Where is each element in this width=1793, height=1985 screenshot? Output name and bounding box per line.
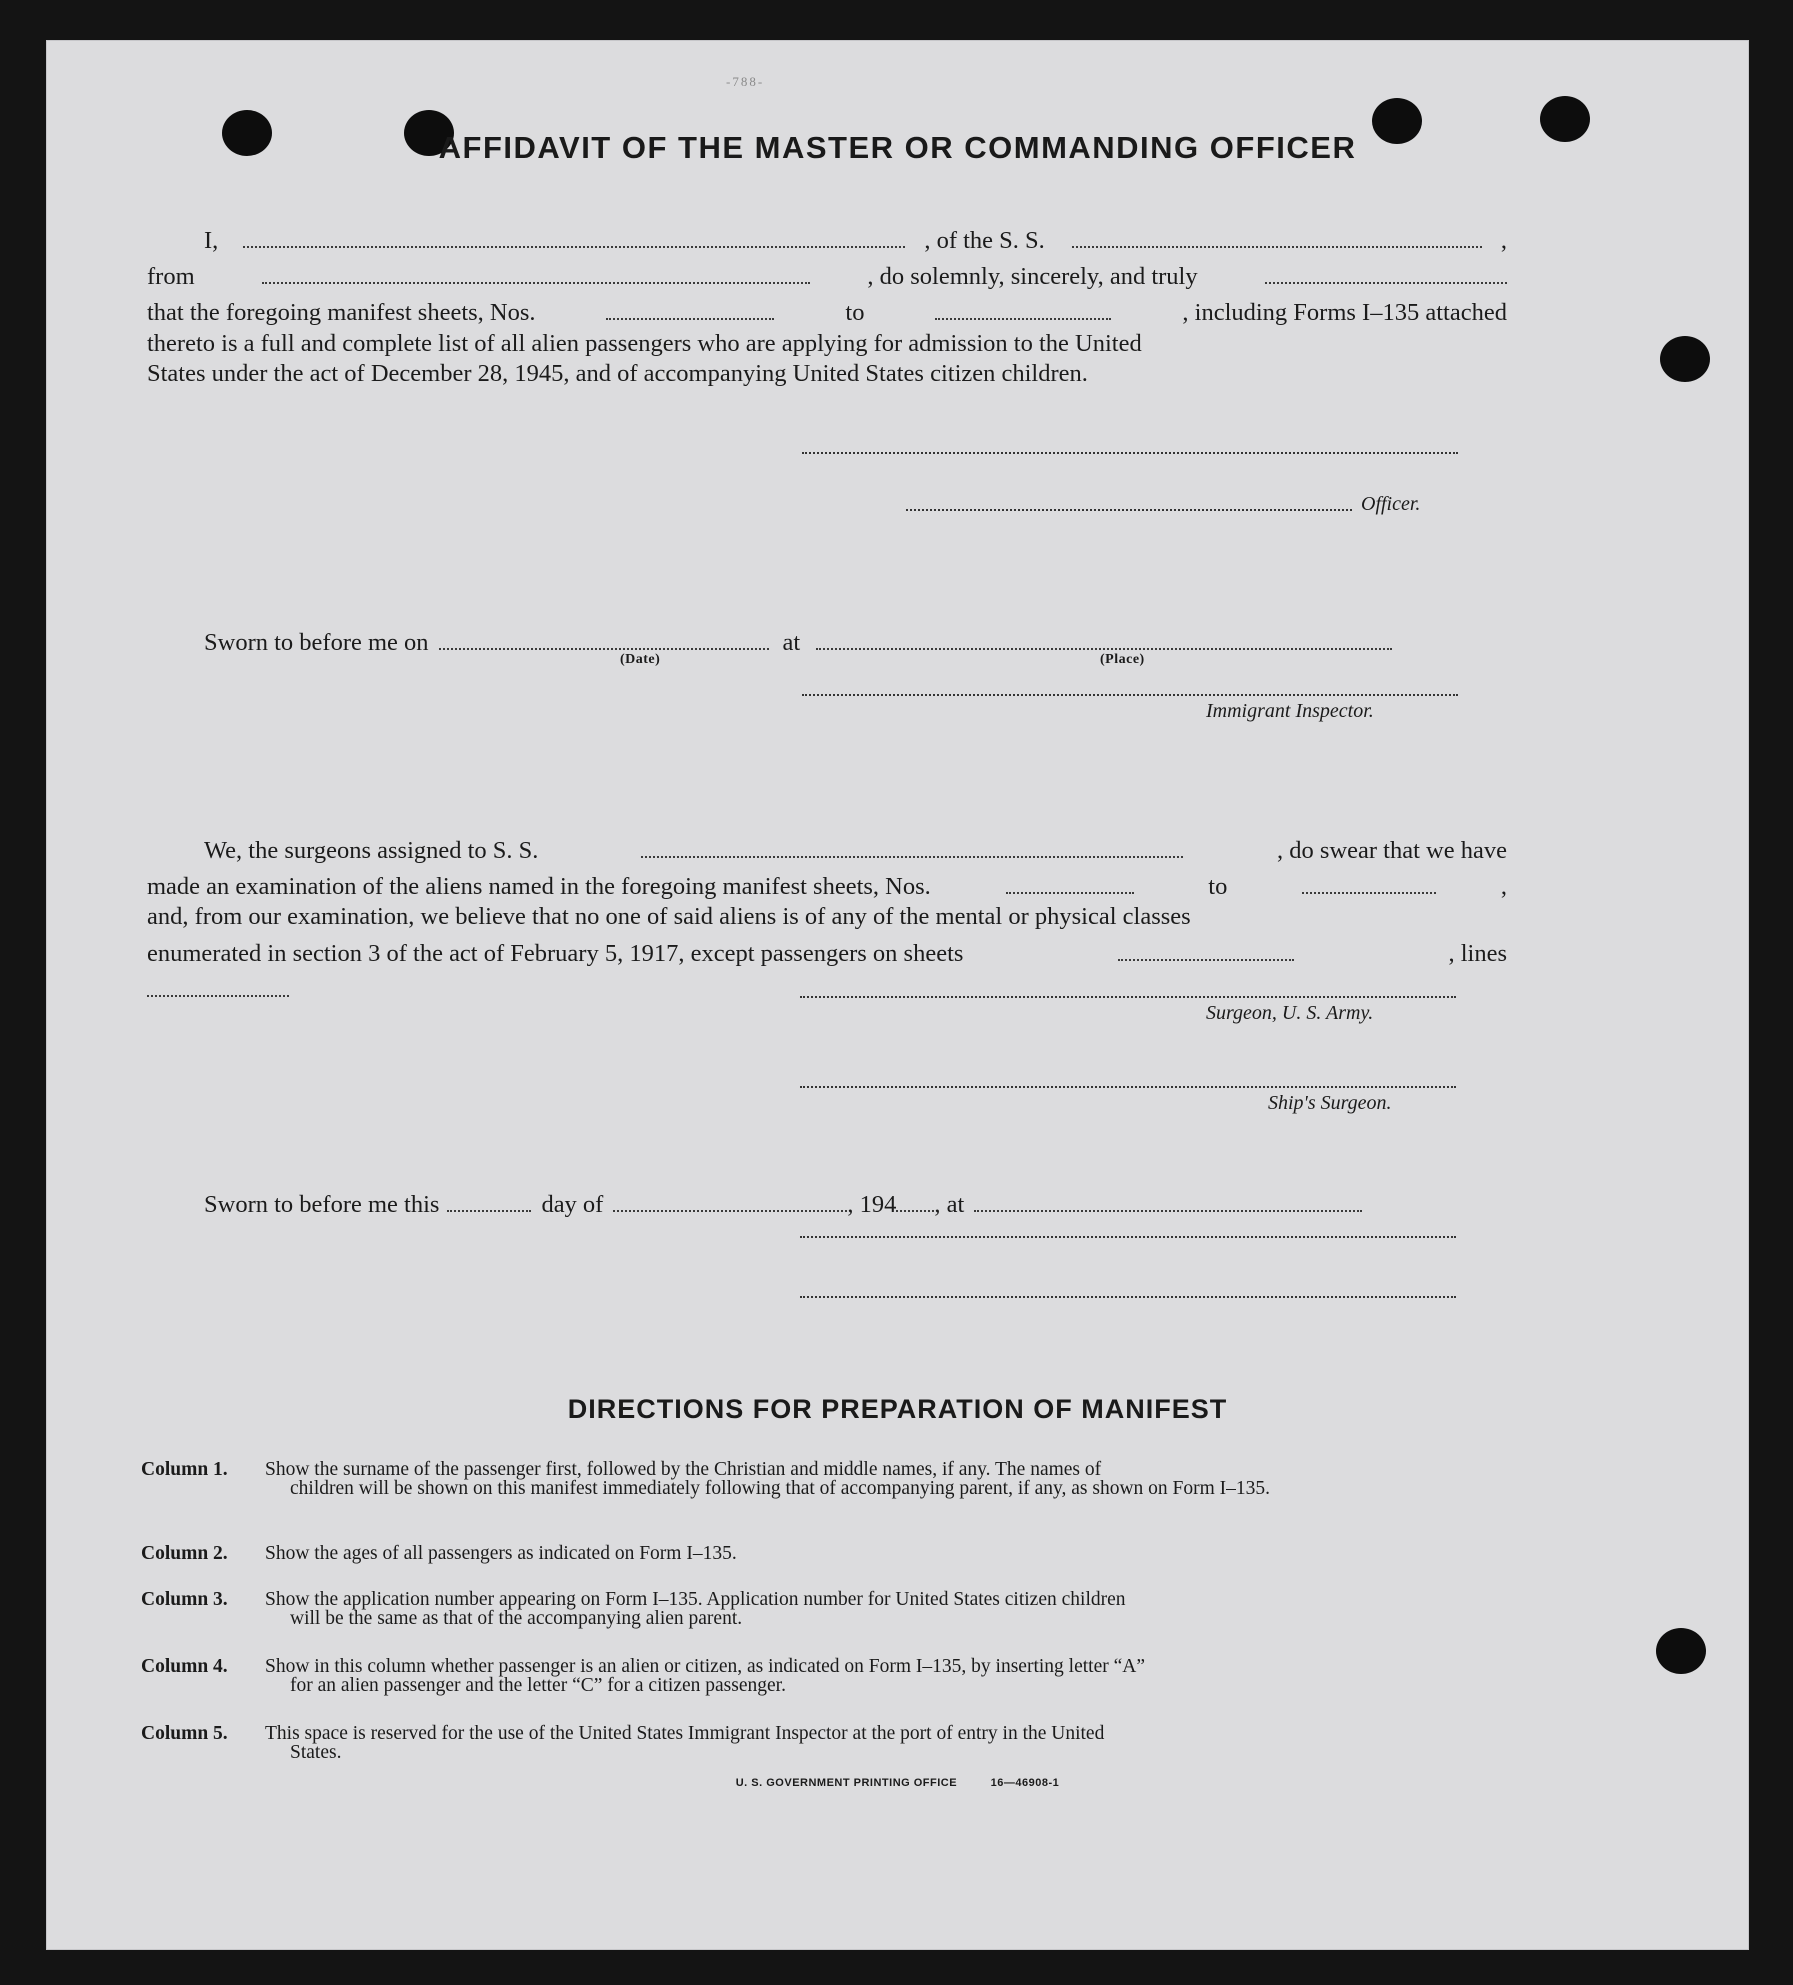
army-surgeon-signature-line[interactable] [800,996,1456,998]
oath-type-field[interactable] [1265,256,1507,284]
officer-title-line[interactable] [906,509,1352,511]
date-caption: (Date) [620,652,661,667]
page-number: -788- [726,74,765,89]
witness-title-line[interactable] [800,1296,1456,1298]
punch-hole [1660,336,1710,382]
surgeon-ship-field[interactable] [641,830,1183,858]
army-surgeon-caption: Surgeon, U. S. Army. [1206,1002,1374,1024]
inspector-caption: Immigrant Inspector. [1206,700,1374,722]
sworn-month-field[interactable] [613,1184,847,1212]
officer-signature-line[interactable] [802,452,1458,454]
direction-column-5: Column 5. This space is reserved for the use of the United States Immigrant Inspector at the port of entry in the United States. [141,1723,1105,1763]
direction-column-1: Column 1. Show the surname of the passenger first, followed by the Christian and middle names, if any. The names of children will be shown on this manifest immediately following that of accompanying parent, if any, as shown on Form I–135. [141,1459,1271,1499]
master-name-field[interactable] [243,220,905,248]
sworn-statement-2: Sworn to before me this day of , 194 , at [204,1184,1362,1219]
sworn-day-field[interactable] [447,1184,531,1212]
sheet-from-field[interactable] [606,292,774,320]
ship-surgeon-signature-line[interactable] [800,1086,1456,1088]
directions-title: DIRECTIONS FOR PREPARATION OF MANIFEST [567,1394,1228,1424]
sworn-statement-1: Sworn to before me on at [204,622,1392,657]
printer-footer: U. S. GOVERNMENT PRINTING OFFICE 16—46908-1 [735,1777,1060,1789]
ship-surgeon-caption: Ship's Surgeon. [1268,1092,1392,1114]
place-caption: (Place) [1100,652,1145,667]
inspector-signature-line[interactable] [802,694,1458,696]
form-sheet [46,40,1749,1950]
surgeon-affidavit-paragraph: We, the surgeons assigned to S. S. , do swear that we have made an examination of the aliens named in the foregoing manifest sheets, Nos. to , and, from our examination, we believe that no one of said aliens is of any of the mental or physical classes enumerated in section 3 of the act of February 5, 1917, except passengers on sheets , lines [147,830,1507,997]
punch-hole [1656,1628,1706,1674]
sworn2-place-field[interactable] [974,1184,1362,1212]
affidavit-title: AFFIDAVIT OF THE MASTER OR COMMANDING OFFICER [438,130,1357,165]
sheet-to-field[interactable] [935,292,1111,320]
surgeon-sheet-to-field[interactable] [1302,866,1436,894]
sworn-date-field[interactable] [439,622,769,650]
surgeon-sheet-from-field[interactable] [1006,866,1134,894]
direction-column-2: Column 2. Show the ages of all passengers as indicated on Form I–135. [141,1543,737,1564]
officer-caption: Officer. [1361,493,1421,515]
ship-name-field[interactable] [1072,220,1482,248]
direction-column-4: Column 4. Show in this column whether passenger is an alien or citizen, as indicated on Form I–135, by inserting letter “A” for an alien passenger and the letter “C” for a citizen passenger. [141,1656,1145,1696]
departure-port-field[interactable] [262,256,810,284]
direction-column-3: Column 3. Show the application number appearing on Form I–135. Application number for United States citizen children will be the same as that of the accompanying alien parent. [141,1589,1126,1629]
sworn-year-field[interactable] [896,1184,934,1212]
sworn-place-field[interactable] [816,622,1392,650]
witness-signature-line[interactable] [800,1236,1456,1238]
except-sheets-field[interactable] [1118,933,1294,961]
master-affidavit-paragraph: I, , of the S. S. , from , do solemnly, sincerely, and truly that the foregoing manifest sheets, Nos. to , including Forms I–135 attached thereto is a full and complete list of all alien passengers who are applying for admission to the United States under the act of December 28, 1945, and of accompanying United States citizen children. [147,220,1507,390]
except-lines-field[interactable] [147,969,289,997]
